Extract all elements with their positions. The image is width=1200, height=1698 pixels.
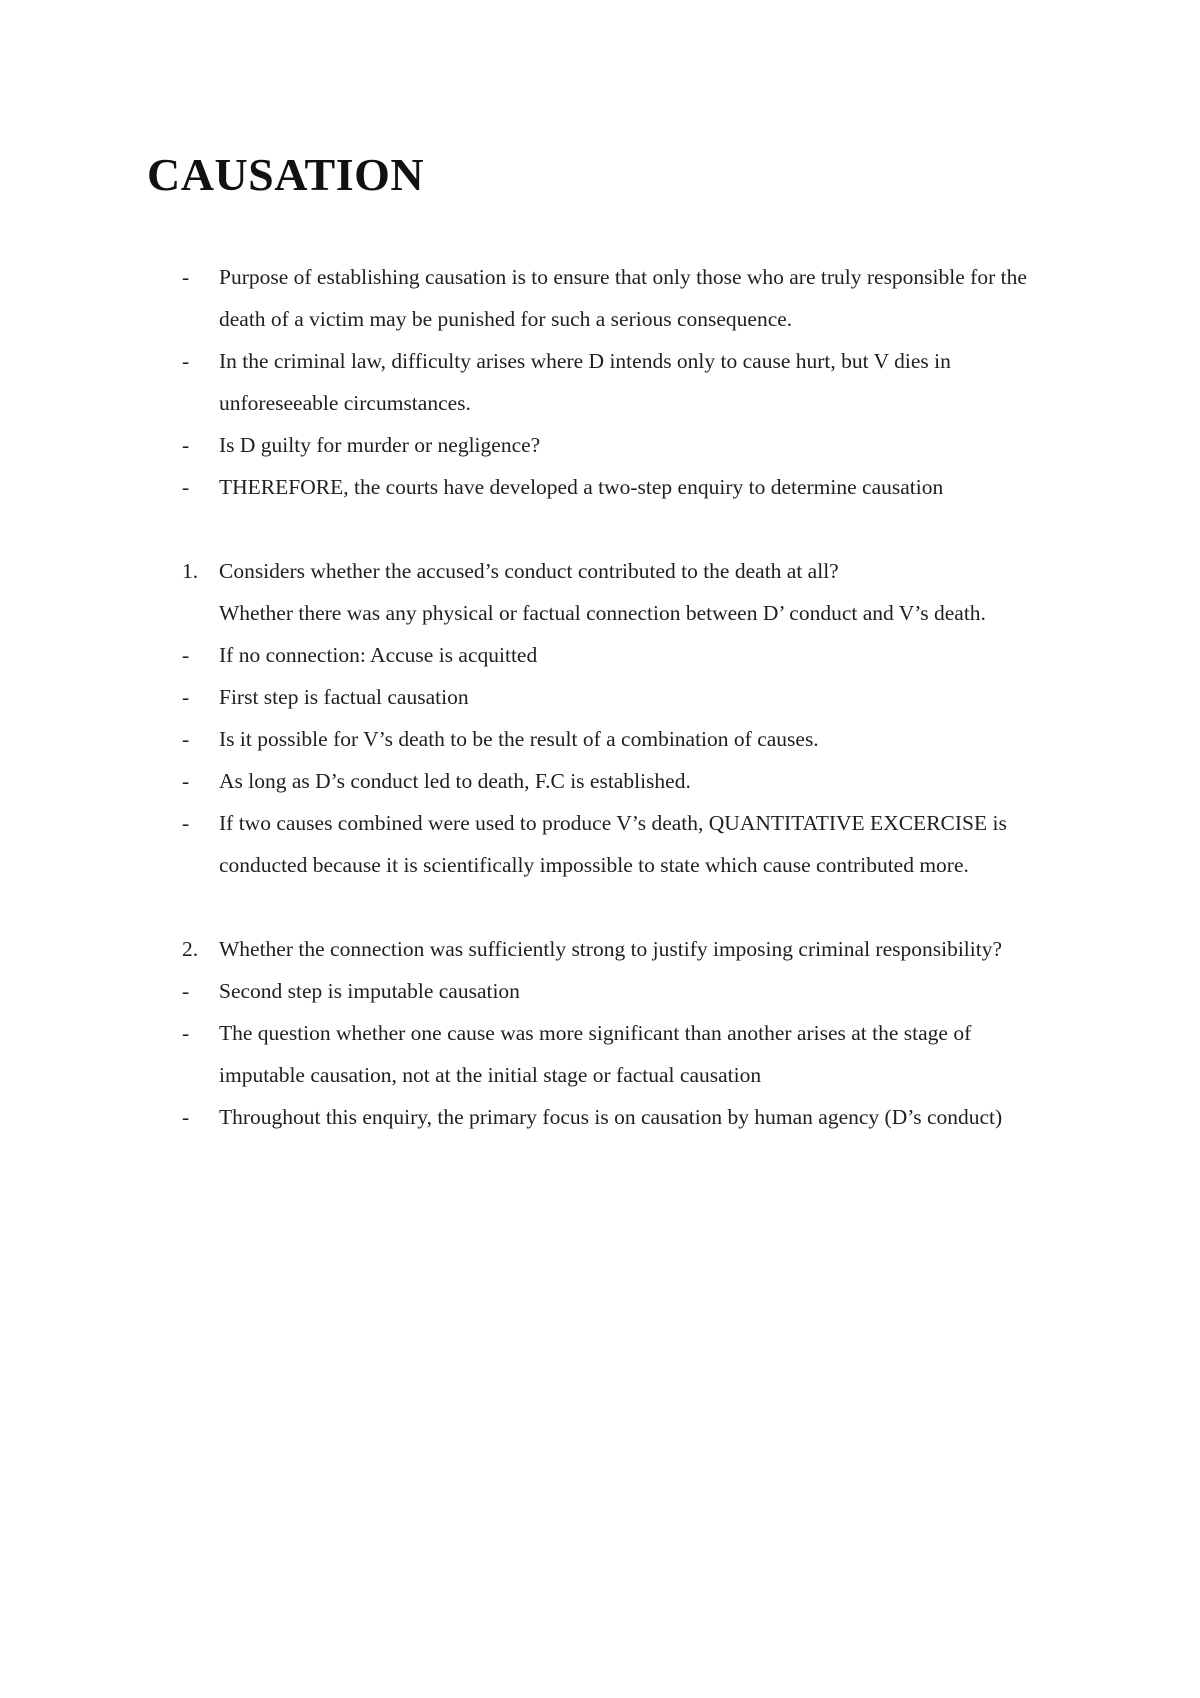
list-item-text: The question whether one cause was more significant than another arises at the stage of imputable causation, not at the initial stage or factual causation [219,1021,972,1087]
list-item-text: As long as D’s conduct led to death, F.C is established. [219,769,691,793]
paragraph-spacer [0,886,1200,928]
step-two-item [0,928,1059,970]
list-item-text: If no connection: Accuse is acquitted [219,643,538,667]
bullet-marker: - [182,685,190,709]
list-item-text: Second step is imputable causation [219,979,520,1003]
step-two-heading: Whether the connection was sufficiently strong to justify imposing criminal responsibility? [219,937,1003,961]
step-one-subheading: Whether there was any physical or factual connection between D’ conduct and V’s death. [219,601,986,625]
list-item [0,676,1059,718]
bullet-marker: - [182,811,190,835]
list-item [0,466,1059,508]
list-item-text: Is D guilty for murder or negligence? [219,433,541,457]
list-item [0,256,1059,340]
document-title: CAUSATION [147,149,425,200]
bullet-marker: - [182,433,190,457]
list-item-text: THEREFORE, the courts have developed a two-step enquiry to determine causation [219,475,944,499]
bullet-marker: - [182,349,190,373]
bullet-marker: - [182,265,190,289]
list-item [0,970,1059,1012]
bullet-marker: - [182,643,190,667]
list-item [0,718,1059,760]
bullet-marker: - [182,727,190,751]
step-one-heading: Considers whether the accused’s conduct contributed to the death at all? [219,559,839,583]
bullet-marker: - [182,979,190,1003]
list-item-text: Is it possible for V’s death to be the result of a combination of causes. [219,727,819,751]
list-item-text: First step is factual causation [219,685,469,709]
bullet-marker: - [182,1105,190,1129]
step-number: 1. [182,559,199,583]
bullet-marker: - [182,769,190,793]
document-body [0,256,1200,1138]
list-item-text: Throughout this enquiry, the primary focus is on causation by human agency (D’s conduct) [219,1105,1003,1129]
list-item [0,802,1059,886]
list-item-text: If two causes combined were used to produce V’s death, QUANTITATIVE EXCERCISE is conducted because it is scientifically impossible to state which cause contributed more. [219,811,1007,877]
step-one-item [0,550,1059,634]
list-item [0,634,1059,676]
list-item [0,760,1059,802]
list-item [0,1096,1059,1138]
list-item [0,424,1059,466]
bullet-marker: - [182,475,190,499]
list-item-text: Purpose of establishing causation is to ensure that only those who are truly responsible for the death of a victim may be punished for such a serious consequence. [219,265,1027,331]
step-number: 2. [182,937,199,961]
bullet-marker: - [182,1021,190,1045]
list-item-text: In the criminal law, difficulty arises where D intends only to cause hurt, but V dies in unforeseeable circumstances. [219,349,951,415]
list-item [0,340,1059,424]
paragraph-spacer [0,508,1200,550]
list-item [0,1012,1059,1096]
